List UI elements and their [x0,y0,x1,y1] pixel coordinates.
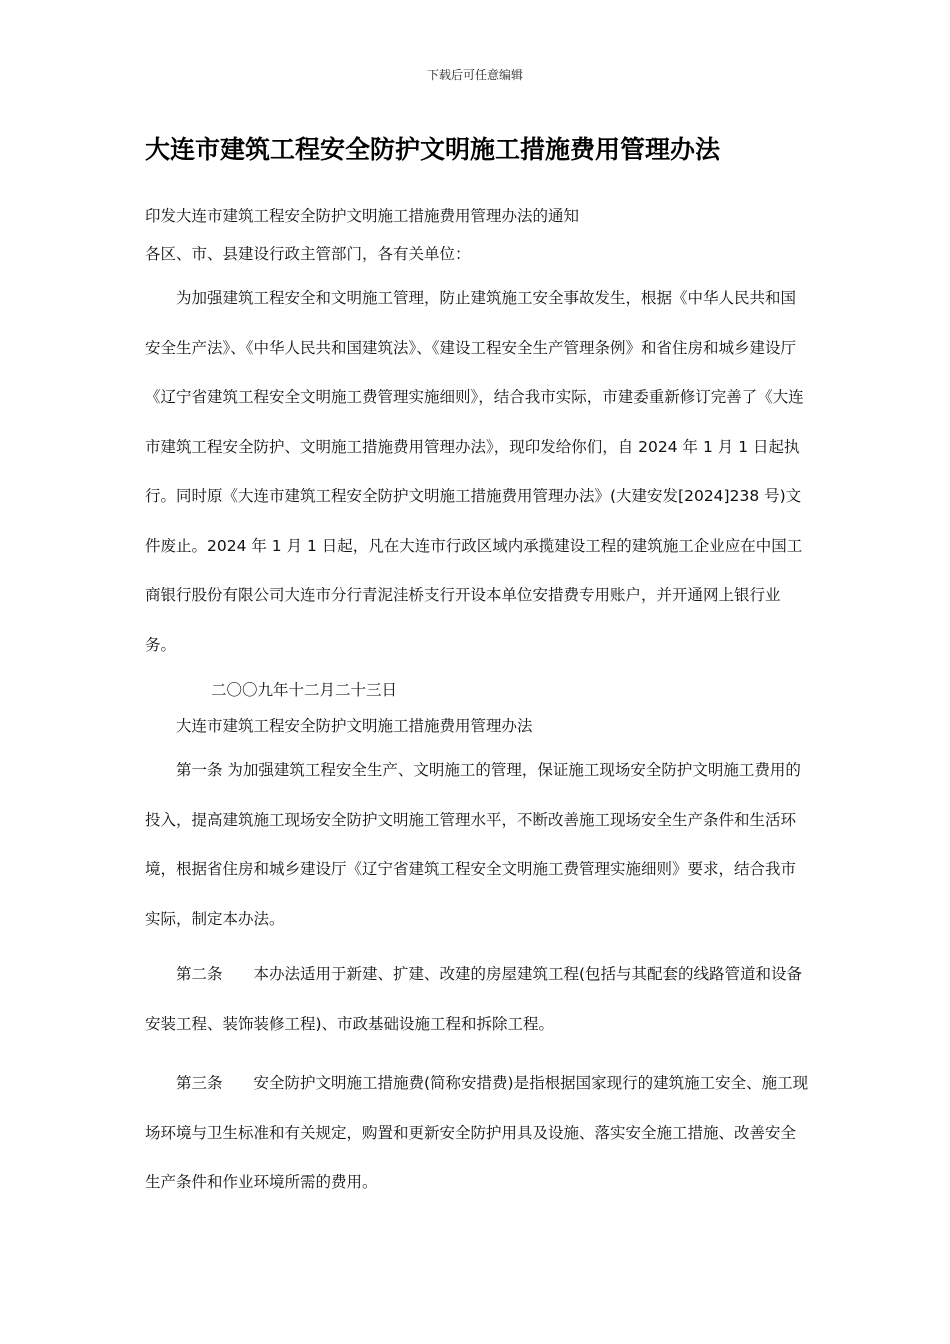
notice-subject: 印发大连市建筑工程安全防护文明施工措施费用管理办法的通知 [145,207,580,225]
regulation-title: 大连市建筑工程安全防护文明施工措施费用管理办法 [176,717,533,735]
notice-date: 二〇〇九年十二月二十三日 [211,681,398,699]
article-paragraph: 第二条 本办法适用于新建、扩建、改建的房屋建筑工程(包括与其配套的线路管道和设备安装工程、装饰装修工程)、市政基础设施工程和拆除工程。 [145,965,803,1033]
document-title: 大连市建筑工程安全防护文明施工措施费用管理办法 [145,135,721,164]
notice-salutation: 各区、市、县建设行政主管部门，各有关单位： [145,245,471,263]
document-body [145,196,810,1208]
page-header-note: 下载后可任意编辑 [426,68,523,82]
article-paragraph: 第三条 安全防护文明施工措施费(简称安措费)是指根据国家现行的建筑施工安全、施工现场环境与卫生标准和有关规定，购置和更新安全防护用具及设施、落实安全施工措施、改善安全生产条件和作业环境所需的费用。 [145,1074,809,1191]
notice-body-paragraph: 为加强建筑工程安全和文明施工管理，防止建筑施工安全事故发生，根据《中华人民共和国安全生产法》、《中华人民共和国建筑法》、《建设工程安全生产管理条例》和省住房和城乡建设厅《辽宁省建筑工程安全文明施工费管理实施细则》，结合我市实际，市建委重新修订完善了《大连市建筑工程安全防护、文明施工措施费用管理办法》，现印发给你们，自 2024 年 1 月 1 日起执行。同时原《大连市建筑工程安全防护文明施工措施费用管理办法》(大建安发[2024]238 号)文件废止。2024 年 1 月 1 日起，凡在大连市行政区域内承揽建设工程的建筑施工企业应在中国工商银行股份有限公司大连市分行青泥洼桥支行开设本单位安措费专用账户，并开通网上银行业务。 [145,289,804,654]
article-paragraph: 第一条 为加强建筑工程安全生产、文明施工的管理，保证施工现场安全防护文明施工费用的投入，提高建筑施工现场安全防护文明施工管理水平，不断改善施工现场安全生产条件和生活环境，根据省住房和城乡建设厅《辽宁省建筑工程安全文明施工费管理实施细则》要求，结合我市实际，制定本办法。 [145,761,801,928]
